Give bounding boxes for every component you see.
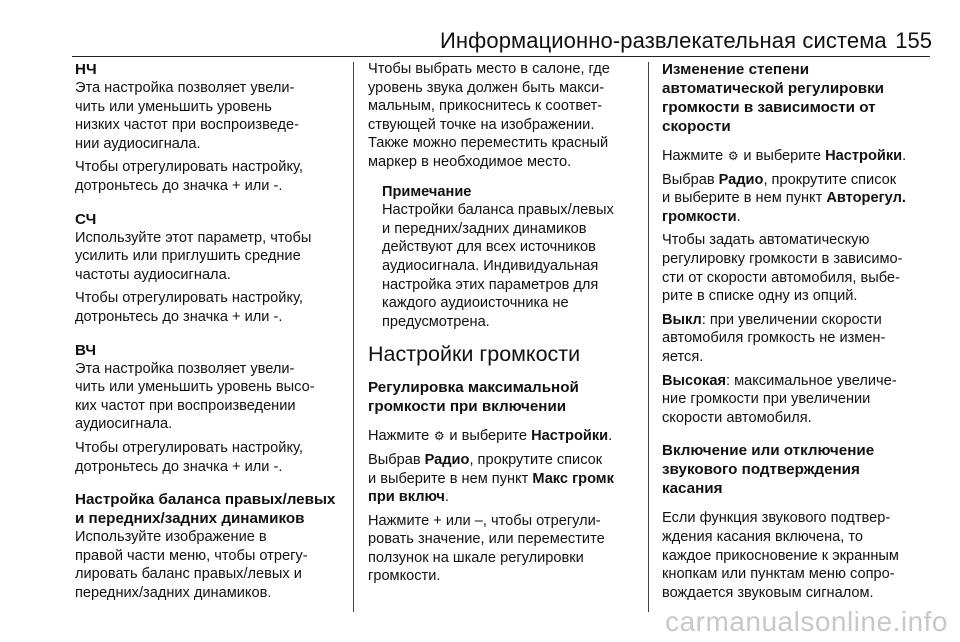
press-text: Нажмите (662, 148, 724, 164)
seat-line: мальным, прикоснитесь к соответ- (368, 98, 603, 115)
touch-sound-heading: звукового подтверждения (662, 461, 860, 479)
note-line: предусмотрена. (382, 313, 490, 330)
maxvol-heading: громкости при включении (368, 398, 567, 416)
press-settings-line: Нажмите ⚙ и выберите Настройки. (368, 428, 613, 445)
settings-term: Настройки (531, 428, 609, 445)
gear-icon: ⚙ (727, 149, 739, 163)
scroll-text: , прокрутите список (763, 171, 897, 188)
lf-line: низких частот при воспроизведе- (75, 117, 299, 134)
note-line: настройка этих параметров для (382, 276, 599, 293)
note-line: действуют для всех источников (382, 239, 596, 256)
balance-line: лировать баланс правых/левых и (75, 566, 302, 583)
adjust-line: ползунок на шкале регулировки (368, 549, 584, 566)
touch-sound-line: ждения касания включена, то (662, 528, 864, 545)
hf-line: чить или уменьшить уровень высо- (75, 379, 315, 396)
hf-line: аудиосигнала. (75, 416, 173, 433)
radio-term: Радио (718, 171, 764, 188)
auto-item-term: Авторегул. (826, 190, 906, 207)
mf-adjust-line: дотроньтесь до значка + или -. (75, 308, 283, 325)
settings-term: Настройки (825, 148, 903, 164)
select-in-text: и выберите в нем пункт (368, 470, 529, 487)
hf-line: Эта настройка позволяет увели- (75, 360, 295, 377)
note-title: Примечание (382, 183, 472, 200)
maxvol-item-term: при включ (368, 489, 445, 506)
select-text: и выберите (449, 428, 528, 445)
select-item-line (662, 189, 937, 208)
auto-desc-line: регулировку громкости в зависимо- (662, 250, 903, 267)
mf-line: усилить или приглушить средние (75, 248, 301, 265)
page-header (0, 0, 960, 58)
seat-line: Чтобы выбрать место в салоне, где (368, 61, 610, 77)
column-divider-2 (648, 62, 649, 612)
radio-line (368, 451, 636, 470)
watermark: carmanualsonline.info (665, 606, 948, 637)
choose-text: Выбрав (368, 451, 421, 468)
seat-line: маркер в необходимое место. (368, 153, 572, 170)
scroll-text: , прокрутите список (469, 451, 603, 468)
select-text: и выберите (743, 148, 822, 164)
hf-line: ких частот при воспроизведении (75, 397, 296, 414)
balance-line: Используйте изображение в (75, 529, 267, 546)
mf-adjust-line: Чтобы отрегулировать настройку, (75, 290, 303, 307)
auto-desc-line: рите в списке одну из опций. (662, 288, 858, 305)
auto-vol-heading: автоматической регулировки (662, 80, 885, 97)
maxvol-heading: Регулировка максимальной (368, 379, 579, 397)
balance-line: правой части меню, чтобы отрегу- (75, 547, 308, 564)
high-option-line: ние громкости при увеличении (662, 391, 871, 408)
lf-line: чить или уменьшить уровень (75, 98, 272, 115)
auto-vol-heading: Изменение степени (662, 61, 810, 78)
high-term: Высокая (662, 372, 726, 389)
hf-adjust-line: дотроньтесь до значка + или -. (75, 458, 283, 475)
header-divider (72, 56, 930, 57)
auto-vol-heading: скорости (662, 118, 731, 135)
page-number: 155 (895, 28, 932, 53)
select-item-line: при включ. (368, 489, 449, 506)
auto-desc-line: Чтобы задать автоматическую (662, 232, 870, 249)
off-option-line (662, 311, 937, 330)
seat-line: уровень звука должен быть макси- (368, 79, 605, 96)
touch-sound-line: Если функция звукового подтвер- (662, 510, 891, 527)
mf-line: Используйте этот параметр, чтобы (75, 229, 312, 246)
section-heading: Настройки громкости (368, 342, 581, 367)
high-desc: : максимальное увеличе- (725, 372, 897, 389)
radio-line (662, 171, 937, 190)
lf-heading: НЧ (75, 61, 97, 78)
balance-heading: Настройка баланса правых/левых (75, 491, 336, 509)
note-box (368, 183, 636, 332)
touch-sound-heading: касания (662, 480, 723, 498)
auto-item-term: громкости (662, 208, 737, 225)
maxvol-item-term: Макс громк (532, 470, 614, 487)
mf-heading: СЧ (75, 210, 97, 228)
touch-sound-line: кнопкам или пунктам меню сопро- (662, 566, 895, 583)
select-item-line: громкости. (662, 208, 741, 225)
mf-line: частоты аудиосигнала. (75, 266, 231, 283)
off-option-line: автомобиля громкость не измен- (662, 330, 886, 347)
seat-line: ствующей точке на изображении. (368, 116, 595, 133)
hf-heading: ВЧ (75, 341, 97, 359)
high-option-line: скорости автомобиля. (662, 409, 812, 426)
column-divider-1 (353, 62, 354, 612)
balance-heading: и передних/задних динамиков (75, 510, 305, 528)
column-2 (368, 60, 636, 586)
seat-line: Также можно переместить красный (368, 135, 609, 152)
gear-icon: ⚙ (433, 429, 445, 444)
touch-sound-heading: Включение или отключение (662, 442, 875, 460)
note-line: аудиосигнала. Индивидуальная (382, 257, 599, 274)
lf-adjust-line: дотроньтесь до значка + или -. (75, 177, 283, 194)
column-3 (662, 60, 937, 602)
hf-adjust-line: Чтобы отрегулировать настройку, (75, 439, 303, 456)
radio-term: Радио (424, 451, 470, 468)
press-settings-line: Нажмите ⚙ и выберите Настройки. (662, 148, 907, 164)
adjust-line: громкости. (368, 568, 441, 585)
choose-text: Выбрав (662, 171, 715, 188)
lf-line: нии аудиосигнала. (75, 135, 201, 152)
lf-adjust-line: Чтобы отрегулировать настройку, (75, 159, 303, 176)
off-desc: : при увеличении скорости (701, 311, 882, 328)
adjust-line: Нажмите + или –, чтобы отрегули- (368, 512, 601, 529)
auto-vol-heading: громкости в зависимости от (662, 99, 876, 116)
lf-line: Эта настройка позволяет увели- (75, 80, 295, 96)
touch-sound-line: вождается звуковым сигналом. (662, 584, 874, 601)
select-item-line (368, 470, 636, 489)
press-text: Нажмите (368, 428, 430, 445)
off-term: Выкл (662, 311, 702, 328)
column-1 (75, 60, 343, 602)
auto-desc-line: сти от скорости автомобиля, выбе- (662, 269, 900, 286)
select-in-text: и выберите в нем пункт (662, 190, 823, 207)
high-option-line (662, 372, 937, 391)
adjust-line: ровать значение, или переместите (368, 531, 605, 548)
balance-line: передних/задних динамиков. (75, 584, 272, 601)
touch-sound-line: каждое прикосновение к экранным (662, 547, 899, 564)
note-line: каждого аудиоисточника не (382, 295, 569, 312)
off-option-line: яется. (662, 348, 704, 365)
note-line: и передних/задних динамиков (382, 220, 587, 237)
page-title: Информационно-развлекательная система (440, 28, 887, 53)
note-line: Настройки баланса правых/левых (382, 202, 614, 219)
